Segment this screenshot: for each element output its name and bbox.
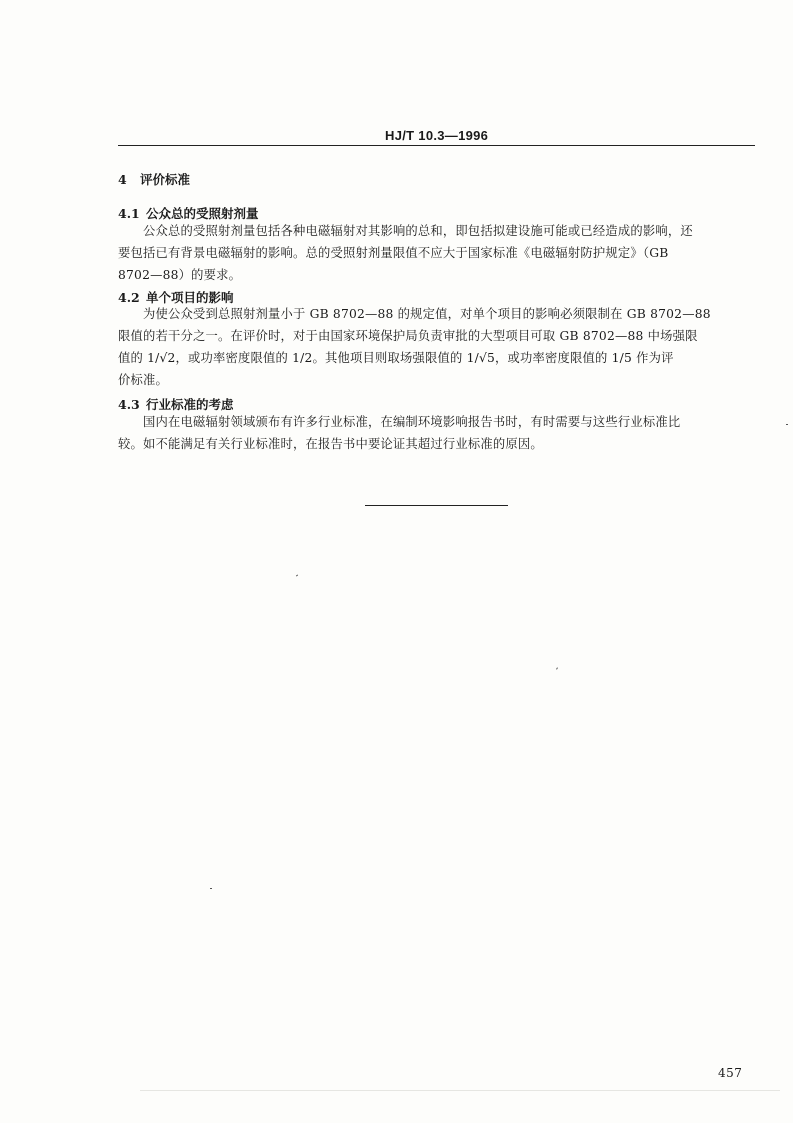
footer-rule	[140, 1090, 780, 1091]
paragraph-line: 要包括已有背景电磁辐射的影响。总的受照射剂量限值不应大于国家标准《电磁辐射防护规定》（GB	[118, 246, 669, 260]
paragraph-line: 值的 1/√2，或功率密度限值的 1/2。其他项目则取场强限值的 1/√5，或功率密度限值的 1/5 作为评	[118, 351, 674, 365]
paragraph-line: 较。如不能满足有关行业标准时，在报告书中要论证其超过行业标准的原因。	[118, 437, 543, 451]
paragraph-4-2	[118, 303, 758, 391]
paragraph-line: 国内在电磁辐射领域颁布有许多行业标准，在编制环境影响报告书时，有时需要与这些行业标准比	[143, 415, 681, 429]
section-title: 评价标准	[140, 172, 191, 187]
scan-speck	[786, 424, 788, 425]
running-header	[118, 128, 755, 148]
paragraph-line: 为使公众受到总照射剂量小于 GB 8702—88 的规定值，对单个项目的影响必须限制在 GB 8702—88	[143, 307, 711, 321]
subsection-number: 4.3	[118, 397, 140, 412]
paragraph-line: 限值的若干分之一。在评价时，对于由国家环境保护局负责审批的大型项目可取 GB 8702—88 中场强限	[118, 329, 698, 343]
scan-speck	[210, 888, 212, 889]
paragraph-line: 8702—88）的要求。	[118, 268, 242, 282]
end-of-text-rule	[365, 505, 508, 506]
subsection-title: 行业标准的考虑	[146, 397, 234, 412]
scan-speck	[296, 574, 298, 576]
standard-code: HJ/T 10.3—1996	[385, 128, 489, 143]
paragraph-line: 公众总的受照射剂量包括各种电磁辐射对其影响的总和，即包括拟建设施可能或已经造成的影响，还	[143, 224, 693, 238]
header-rule	[118, 145, 755, 146]
subsection-number: 4.1	[118, 206, 140, 221]
paragraph-4-3	[118, 411, 758, 455]
subsection-title: 单个项目的影响	[146, 290, 234, 305]
subsection-title: 公众总的受照射剂量	[146, 206, 259, 221]
subsection-number: 4.2	[118, 290, 140, 305]
section-number: 4	[118, 172, 127, 187]
section-heading	[118, 170, 190, 188]
scan-speck	[556, 667, 558, 669]
paragraph-line: 价标准。	[118, 373, 168, 387]
page-number: 457	[718, 1066, 743, 1080]
paragraph-4-1	[118, 220, 758, 286]
